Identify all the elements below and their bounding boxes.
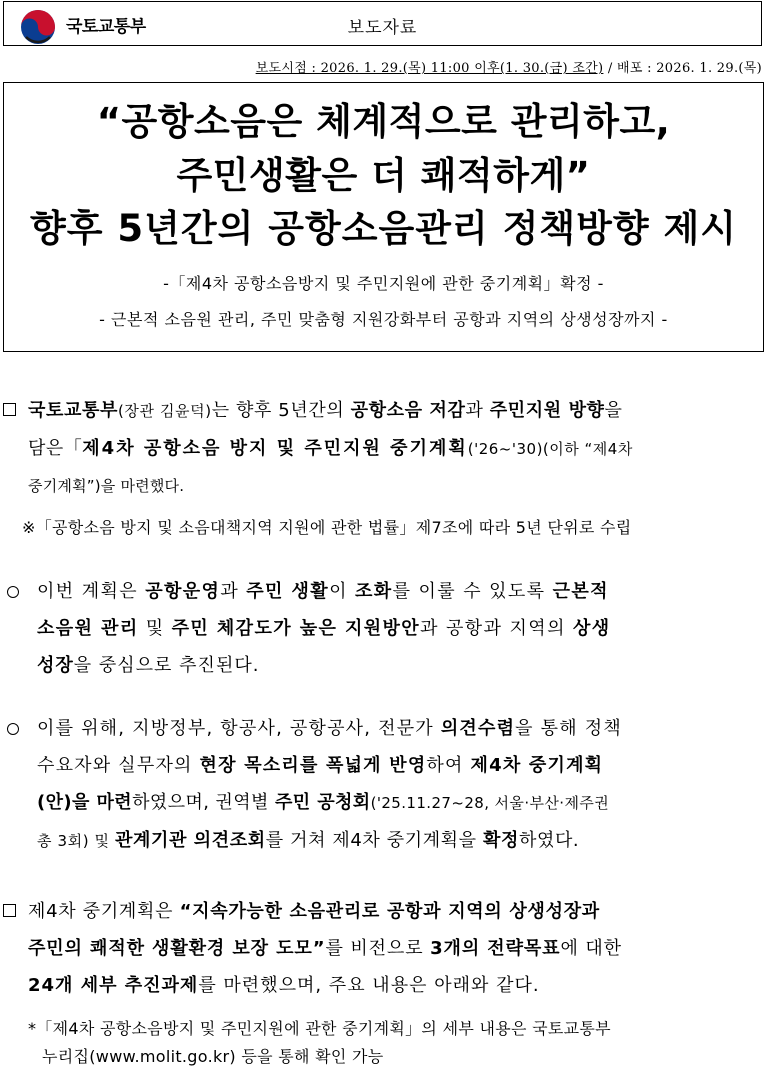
paragraph-4 [28,893,768,1004]
paragraph-4-line-1: 제4차 중기계획은 “지속가능한 소음관리로 공항과 지역의 상생성장과 [28,901,600,922]
headline-line-2: 주민생활은 더 쾌적하게” [176,154,591,197]
paragraph-1-line-1: 국토교통부(장관 김윤덕)는 향후 5년간의 공항소음 저감과 주민지원 방향을 [28,400,623,421]
paragraph-4-line-2: 주민의 쾌적한 생활환경 보장 도모”를 비전으로 3개의 전략목표에 대한 [28,938,622,959]
release-type-title: 보도자료 [347,18,418,38]
legal-note: ※「공항소음 방지 및 소음대책지역 지원에 관한 법률」제7조에 따라 5년 단위로 수립 [22,518,632,537]
square-bullet-icon [3,403,16,416]
subheadline-1: -「제4차 공항소음방지 및 주민지원에 관한 중기계획」확정 - [163,274,604,293]
paragraph-3-line-1: 이를 위해, 지방정부, 항공사, 공항공사, 전문가 의견수렴을 통해 정책 [37,718,622,739]
paragraph-3 [37,710,767,860]
document-header [3,1,762,46]
paragraph-3-line-4: 총 3회) 및 관계기관 의견조회를 거쳐 제4차 중기계획을 확정하였다. [37,830,580,851]
paragraph-2 [37,573,767,684]
circle-bullet-icon [7,586,19,598]
paragraph-3-line-3: (안)을 마련하였으며, 권역별 주민 공청회('25.11.27~28, 서울·부산·제주권 [37,792,610,813]
detail-note [28,1015,611,1071]
circle-bullet-icon [7,723,19,735]
headline-box [3,82,764,352]
paragraph-2-line-3: 성장을 중심으로 추진된다. [37,655,260,676]
paragraph-2-line-2: 소음원 관리 및 주민 체감도가 높은 지원방안과 공항과 지역의 상생 [37,618,611,639]
paragraph-2-line-1: 이번 계획은 공항운영과 주민 생활이 조화를 이룰 수 있도록 근본적 [37,581,609,602]
headline-main-title: 향후 5년간의 공항소음관리 정책방향 제시 [30,207,737,250]
paragraph-1-line-2: 담은「제4차 공항소음 방지 및 주민지원 중기계획('26~'30)(이하 “제4차 [28,438,633,459]
embargo-time: 보도시점 : 2026. 1. 29.(목) 11:00 이후(1. 30.(금) 조간) [255,61,604,76]
subheadline-2: - 근본적 소음원 관리, 주민 맞춤형 지원강화부터 공항과 지역의 상생성장까지 - [99,310,668,329]
detail-note-line-2: 누리집(www.molit.go.kr) 등을 통해 확인 가능 [42,1047,384,1066]
detail-note-line-1: *「제4차 공항소음방지 및 주민지원에 관한 중기계획」의 세부 내용은 국토교통부 [28,1019,611,1038]
headline-line-1: “공항소음은 체계적으로 관리하고, [96,100,671,143]
ministry-name: 국토교통부 [66,17,146,37]
distribution-date: / 배포 : 2026. 1. 29.(목) [603,61,762,76]
paragraph-3-line-2: 수요자와 실무자의 현장 목소리를 폭넓게 반영하여 제4차 중기계획 [37,755,604,776]
release-info-line [256,57,762,76]
paragraph-1 [28,392,768,505]
paragraph-1-line-3: 중기계획”)을 마련했다. [28,477,185,495]
square-bullet-icon [3,904,16,917]
paragraph-4-line-3: 24개 세부 추진과제를 마련했으며, 주요 내용은 아래와 같다. [28,975,540,996]
